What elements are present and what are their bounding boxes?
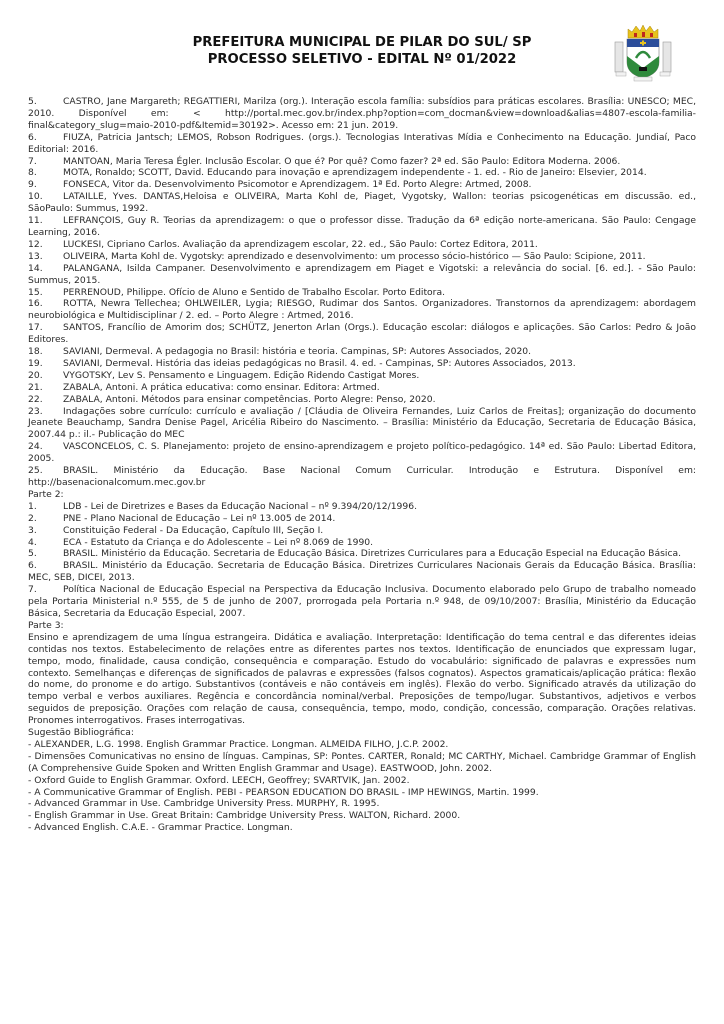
- bibliography-suggestion-title: Sugestão Bibliográfica:: [28, 727, 134, 739]
- reference-item: [28, 394, 696, 406]
- reference-text: LEFRANÇOIS, Guy R. Teorias da aprendizagem: o que o professor disse. Tradução da 6ª edição norte-americana. São Paulo: Cengage Learning, 2016.: [28, 215, 696, 238]
- reference-text: OLIVEIRA, Marta Kohl de. Vygotsky: aprendizado e desenvolvimento: um processo sócio-histórico — São Paulo: Scipione, 2011.: [63, 250, 646, 262]
- reference-item: [28, 406, 696, 442]
- reference-text: Indagações sobre currículo: currículo e avaliação / [Cláudia de Oliveira Fernandes, Luiz Carlos de Freitas]; organização do documento Jeanete Beauchamp, Sandra Denise Pagel, Aricélia Ribeiro do Nascimento. – Brasília: Ministério da Educação, Secretaria de Educação Básica, 2007.44 p.: il.- Publicação do MEC: [28, 405, 696, 441]
- reference-number: 9.: [28, 179, 37, 191]
- reference-number: 2.: [28, 512, 37, 524]
- reference-number: 3.: [28, 524, 37, 536]
- reference-text: FONSECA, Vitor da. Desenvolvimento Psicomotor e Aprendizagem. 1ª Ed. Porto Alegre: Artmed, 2008.: [63, 179, 532, 191]
- reference-number: 19.: [28, 357, 43, 369]
- parte3-body: Ensino e aprendizagem de uma língua estrangeira. Didática e avaliação. Interpretação: Identificação do tema central e das diferentes ideias contidas nos textos. Estabelecimento de relações entre as diferentes partes nos textos. Identificação de enunciados que expressam lugar, tempo, modo, finalidade, causa condição, consequência e comparação. Estudo do vocabulário: significado de palavras e expressões num contexto. Semelhanças e diferenças de significados de palavras e expressões (falsos cognatos). Aspectos gramaticais/aplicação prática: flexão do nome, do pronome e do artigo. Substantivos (contáveis e não contáveis em inglês). Flexão do verbo. Significado através da utilização do tempo verbal e verbos auxiliares. Regência e concordância nominal/verbal. Preposições de tempo/lugar. Substantivos, adjetivos e verbos seguidos de preposição. Orações com relação de causa, consequência, tempo, modo, condição, concessão, comparação. Orações relativas. Pronomes interrogativos. Frases interrogativas.: [28, 631, 696, 727]
- municipal-coat-of-arms-logo: [612, 24, 674, 82]
- reference-item: [28, 191, 696, 215]
- bibliography-item: - A Communicative Grammar of English. PEBI - PEARSON EDUCATION DO BRASIL - IMP HEWINGS, Martin. 1999.: [28, 786, 539, 798]
- reference-item: [28, 263, 696, 287]
- reference-text: BRASIL. Ministério da Educação. Secretaria de Educação Básica. Diretrizes Curriculares Nacionais Gerais da Educação Básica. Brasília: MEC, SEB, DICEI, 2013.: [28, 560, 696, 584]
- reference-number: 13.: [28, 250, 43, 262]
- reference-item: [28, 537, 696, 549]
- reference-item: [28, 548, 696, 560]
- bibliography-item: - Oxford Guide to English Grammar. Oxford. LEECH, Geoffrey; SVARTVIK, Jan. 2002.: [28, 774, 410, 786]
- reference-text: LUCKESI, Cipriano Carlos. Avaliação da aprendizagem escolar, 22. ed., São Paulo: Cortez Editora, 2011.: [63, 238, 538, 250]
- reference-item: [28, 167, 696, 179]
- reference-text: PNE - Plano Nacional de Educação – Lei nº 13.005 de 2014.: [63, 512, 336, 524]
- reference-text: CASTRO, Jane Margareth; REGATTIERI, Marilza (org.). Interação escola família: subsídios para práticas escolares. Brasília: UNESCO; MEC, 2010. Disponível em: < http://portal.mec.gov.br/index.php?option=com_docman&view=download&alias=4807-escola-familia-final&category_slug=maio-2010-pdf&Itemid=30192>. Acesso em: 21 jun. 2019.: [28, 96, 696, 131]
- parte2-list: [28, 501, 696, 620]
- reference-number: 16.: [28, 298, 43, 310]
- reference-number: 5.: [28, 548, 37, 560]
- bibliography-item: - Advanced Grammar in Use. Cambridge University Press. MURPHY, R. 1995.: [28, 798, 380, 810]
- reference-text: SANTOS, Francílio de Amorim dos; SCHÜTZ, Jenerton Arlan (Orgs.). Educação escolar: diálogos e aplicações. São Carlos: Pedro & João Editores.: [28, 322, 696, 346]
- reference-text: Constituição Federal - Da Educação, Capítulo III, Seção I.: [63, 524, 324, 536]
- header-title-line1: PREFEITURA MUNICIPAL DE PILAR DO SUL/ SP: [192, 35, 532, 50]
- bibliography-item: - Advanced English. C.A.E. - Grammar Practice. Longman.: [28, 822, 293, 834]
- reference-number: 4.: [28, 536, 37, 548]
- reference-item: [28, 179, 696, 191]
- reference-item: [28, 358, 696, 370]
- reference-item: [28, 239, 696, 251]
- reference-item: [28, 298, 696, 322]
- parte3-bibliography-list: [28, 739, 696, 834]
- reference-number: 22.: [28, 393, 43, 405]
- header-title-line2: PROCESSO SELETIVO - EDITAL Nº 01/2022: [207, 52, 517, 67]
- right-column: [663, 42, 671, 72]
- animal-figure: [639, 67, 647, 71]
- reference-item: [28, 382, 696, 394]
- reference-item: [28, 251, 696, 263]
- reference-text: PALANGANA, Isilda Campaner. Desenvolvimento e aprendizagem em Piaget e Vigotski: a relevância do social. [6. ed.]. - São Paulo: Summus, 2015.: [28, 262, 696, 286]
- reference-item: [28, 501, 696, 513]
- reference-number: 8.: [28, 167, 37, 179]
- bibliography-item: - ALEXANDER, L.G. 1998. English Grammar Practice. Longman. ALMEIDA FILHO, J.C.P. 2002.: [28, 738, 449, 750]
- crest-ribbon: [634, 77, 652, 81]
- reference-text: BRASIL. Ministério da Educação. Base Nacional Comum Curricular. Introdução e Estrutura. Disponível em: http://basenacionalcomum.mec.gov.br: [28, 465, 696, 488]
- reference-item: [28, 560, 696, 584]
- reference-number: 15.: [28, 286, 43, 298]
- reference-item: [28, 584, 696, 620]
- reference-item: [28, 370, 696, 382]
- reference-number: 6.: [28, 560, 37, 572]
- reference-item: [28, 441, 696, 465]
- reference-text: FIUZA, Patricia Jantsch; LEMOS, Robson Rodrigues. (orgs.). Tecnologias Interativas Mídia e Conhecimento na Educação. Jundiaí, Paco Editorial: 2016.: [28, 131, 696, 155]
- reference-text: ECA - Estatuto da Criança e do Adolescente – Lei nº 8.069 de 1990.: [63, 536, 374, 548]
- reference-text: SAVIANI, Dermeval. A pedagogia no Brasil: história e teoria. Campinas, SP: Autores Associados, 2020.: [63, 346, 532, 358]
- reference-item: [28, 215, 696, 239]
- reference-text: Política Nacional de Educação Especial na Perspectiva da Educação Inclusiva. Documento elaborado pelo Grupo de trabalho nomeado pela Portaria Ministerial n.º 555, de 5 de junho de 2007, prorrogada pela Portaria n.º 948, de 09/10/2007: Brasília, Ministério da Educação Básica, Secretaria da Educação Especial, 2007.: [28, 584, 696, 619]
- reference-text: ZABALA, Antoni. Métodos para ensinar competências. Porto Alegre: Penso, 2020.: [63, 393, 436, 405]
- reference-text: LATAILLE, Yves. DANTAS,Heloisa e OLIVEIRA, Marta Kohl de, Piaget, Vygotsky, Wallon: teorias psicogenéticas em discussão. ed., SãoPaulo: Summus, 1992.: [28, 191, 696, 215]
- reference-number: 6.: [28, 131, 37, 143]
- parte2-title: Parte 2:: [28, 488, 64, 500]
- reference-item: [28, 96, 696, 132]
- reference-text: MANTOAN, Maria Teresa Égler. Inclusão Escolar. O que é? Por quê? Como fazer? 2ª ed. São Paulo: Editora Moderna. 2006.: [63, 155, 621, 167]
- reference-number: 7.: [28, 155, 37, 167]
- reference-number: 7.: [28, 584, 37, 596]
- parte3-title: Parte 3:: [28, 619, 64, 631]
- bibliography-content: [28, 96, 696, 834]
- reference-number: 5.: [28, 96, 37, 107]
- reference-text: VYGOTSKY, Lev S. Pensamento e Linguagem. Edição Ridendo Castigat Mores.: [63, 369, 420, 381]
- reference-number: 20.: [28, 369, 43, 381]
- reference-text: LDB - Lei de Diretrizes e Bases da Educação Nacional – nº 9.394/20/12/1996.: [63, 500, 418, 512]
- reference-number: 23.: [28, 405, 43, 417]
- reference-number: 25.: [28, 465, 43, 477]
- reference-item: [28, 465, 696, 489]
- reference-number: 11.: [28, 215, 43, 227]
- reference-text: ZABALA, Antoni. A prática educativa: como ensinar. Editora: Artmed.: [63, 381, 380, 393]
- reference-number: 24.: [28, 441, 43, 453]
- reference-item: [28, 287, 696, 299]
- parte1-list: [28, 96, 696, 489]
- reference-number: 1.: [28, 500, 37, 512]
- reference-text: VASCONCELOS, C. S. Planejamento: projeto de ensino-aprendizagem e projeto político-pedagógico. 14ª ed. São Paulo: Libertad Editora, 2005.: [28, 441, 696, 465]
- reference-text: PERRENOUD, Philippe. Ofício de Aluno e Sentido de Trabalho Escolar. Porto Editora.: [63, 286, 446, 298]
- reference-text: MOTA, Ronaldo; SCOTT, David. Educando para inovação e aprendizagem independente - 1. ed. - Rio de Janeiro: Elsevier, 2014.: [63, 167, 647, 179]
- reference-item: [28, 322, 696, 346]
- reference-text: ROTTA, Newra Tellechea; OHLWEILER, Lygia; RIESGO, Rudimar dos Santos. Organizadores. Transtornos da aprendizagem: abordagem neurobiológica e Multidisciplinar / 2. ed. – Porto Alegre : Artmed, 2016.: [28, 298, 696, 322]
- reference-number: 17.: [28, 322, 43, 334]
- reference-number: 18.: [28, 346, 43, 358]
- reference-number: 12.: [28, 238, 43, 250]
- bibliography-item: - Dimensões Comunicativas no ensino de línguas. Campinas, SP: Pontes. CARTER, Ronald; MC CARTHY, Michael. Cambridge Grammar of English (A Comprehensive Guide Spoken and Written English Grammar and Usage). EASTWOOD, John. 2002.: [28, 750, 696, 774]
- reference-item: [28, 156, 696, 168]
- left-column: [615, 42, 623, 72]
- reference-number: 14.: [28, 262, 43, 274]
- reference-text: SAVIANI, Dermeval. História das ideias pedagógicas no Brasil. 4. ed. - Campinas, SP: Autores Associados, 2013.: [63, 357, 576, 369]
- reference-item: [28, 346, 696, 358]
- reference-text: BRASIL. Ministério da Educação. Secretaria de Educação Básica. Diretrizes Curriculares para a Educação Especial na Educação Básica.: [63, 548, 682, 560]
- reference-item: [28, 132, 696, 156]
- reference-item: [28, 513, 696, 525]
- bibliography-item: - English Grammar in Use. Great Britain: Cambridge University Press. WALTON, Richard. 2000.: [28, 810, 461, 822]
- reference-number: 21.: [28, 381, 43, 393]
- reference-item: [28, 525, 696, 537]
- reference-number: 10.: [28, 191, 43, 203]
